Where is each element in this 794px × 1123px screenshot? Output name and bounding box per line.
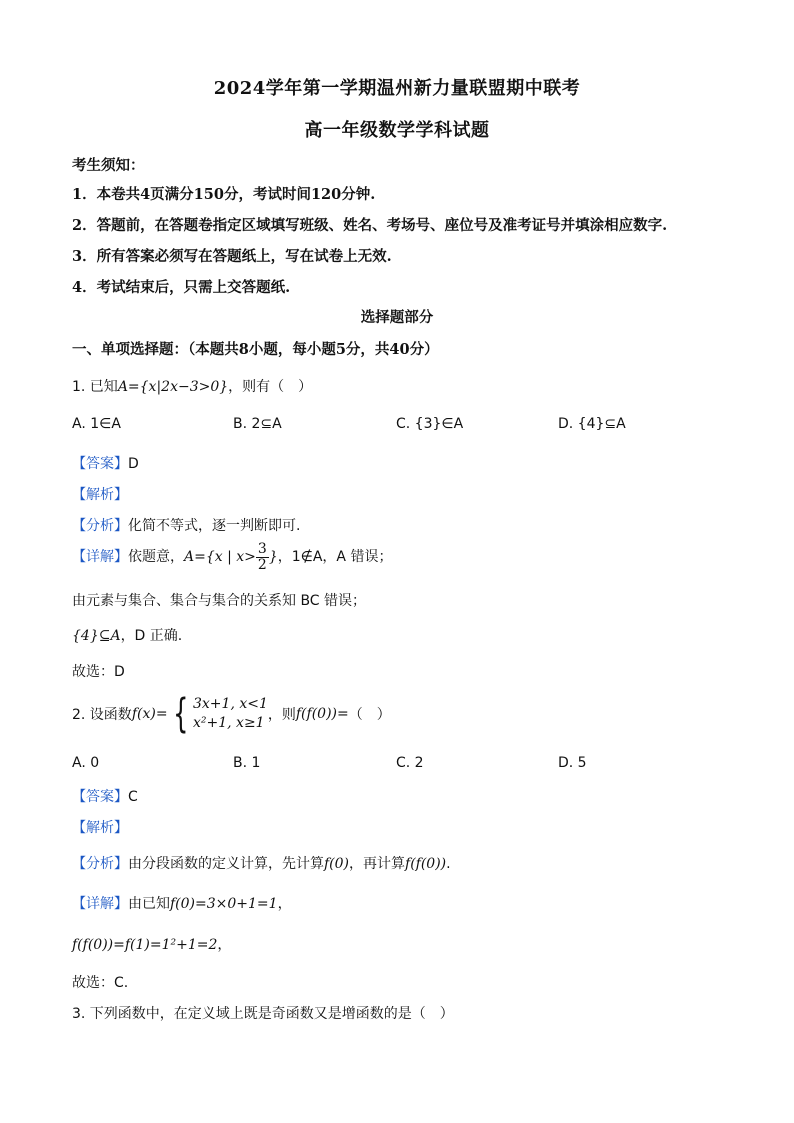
q1-detail-set: A={x | x>	[184, 549, 256, 566]
q1-option-a: A. 1∈A	[72, 416, 121, 432]
part-heading: 一、单项选择题：（本题共8小题，每小题5分，共40分）	[72, 341, 439, 358]
detail-tag: 【详解】	[72, 896, 128, 912]
q2-fenxi-line	[72, 853, 451, 873]
q1-option-d: D. {4}⊆A	[558, 416, 626, 432]
q2-answer-line	[72, 786, 138, 806]
q1-frac-num: 3	[257, 541, 267, 557]
q1-detail-line2: 由元素与集合、集合与集合的关系知 BC 错误；	[72, 593, 367, 609]
q1-frac-den: 2	[257, 556, 267, 573]
q2-detail-m: f(0)=3×0+1=1	[170, 896, 278, 912]
q2-case-2: x²+1, x≥1	[193, 715, 265, 731]
notice-item-2: 2．答题前，在答题卷指定区域填写班级、姓名、考场号、座位号及准考证号并填涂相应数字.	[72, 217, 668, 234]
notice-item-3: 3．所有答案必须写在答题纸上，写在试卷上无效.	[72, 248, 392, 265]
answer-tag: 【答案】	[72, 789, 128, 805]
detail-tag: 【详解】	[72, 549, 128, 566]
analysis-tag: 【解析】	[72, 820, 128, 836]
q1-fenxi-line	[72, 515, 300, 535]
q2-fx: f(x)=	[131, 706, 168, 722]
q2-expr: f(f(0))=	[295, 706, 349, 722]
q2-stem	[72, 691, 391, 737]
q2-suffix: （ ）	[348, 707, 391, 723]
piecewise-brace: {	[172, 691, 188, 737]
section-title: 选择题部分	[360, 309, 434, 326]
q1-option-b: B. 2⊆A	[233, 416, 282, 432]
q1-detail-close: }	[268, 549, 278, 566]
q1-answer-line	[72, 453, 139, 473]
q2-fenxi-b: ，再计算	[349, 856, 406, 872]
q1-detail-rest: ，1∉A，A 错误；	[277, 549, 393, 566]
exam-title: 2024学年第一学期温州新力量联盟期中联考	[213, 78, 581, 99]
analysis-tag: 【解析】	[72, 487, 128, 503]
q2-fenxi-c: .	[446, 856, 451, 872]
q1-option-c: C. {3}∈A	[396, 416, 464, 432]
q1-conclusion: 故选：D	[72, 664, 125, 680]
exam-subtitle: 高一年级数学学科试题	[304, 120, 490, 141]
q2-detail-c: ，	[277, 896, 292, 912]
q1-stem	[72, 376, 312, 396]
q2-line2-c: ，	[217, 937, 232, 953]
q1-suffix: ，则有（ ）	[228, 379, 313, 395]
q2-detail-line2	[72, 934, 231, 954]
q2-option-b: B. 1	[233, 755, 261, 771]
q2-option-a: A. 0	[72, 755, 100, 771]
q1-fraction	[256, 542, 269, 572]
q2-conclusion: 故选：C.	[72, 975, 129, 991]
notice-item-4: 4．考试结束后，只需上交答题纸.	[72, 279, 291, 296]
q2-mid: ，则	[267, 707, 296, 723]
q2-cases	[193, 695, 268, 733]
fenxi-tag: 【分析】	[72, 518, 128, 534]
q2-option-c: C. 2	[396, 755, 424, 771]
q2-case-1: 3x+1, x<1	[193, 696, 268, 713]
q2-fenxi-m1: f(0)	[324, 856, 350, 872]
q1-detail-line	[72, 542, 392, 572]
notice-heading: 考生须知：	[72, 157, 145, 174]
q2-fenxi-m2: f(f(0))	[405, 856, 447, 872]
q1-fenxi: 化简不等式，逐一判断即可.	[128, 518, 301, 534]
q1-detail-prefix: 依题意，	[128, 549, 184, 566]
q2-answer: C	[128, 789, 138, 805]
q1-detail-line3	[72, 625, 182, 645]
notice-item-1: 1．本卷共4页满分150分，考试时间120分钟.	[72, 186, 376, 203]
fenxi-tag: 【分析】	[72, 856, 128, 872]
q1-line3-rest: ，D 正确.	[120, 628, 183, 644]
q2-option-d: D. 5	[558, 755, 587, 771]
q2-detail-a: 由已知	[128, 896, 170, 912]
q1-line3-math: {4}⊆A	[72, 628, 121, 644]
q1-prefix: 1. 已知	[72, 379, 118, 395]
q2-detail-line	[72, 893, 292, 913]
q3-stem: 3. 下列函数中，在定义域上既是奇函数又是增函数的是（ ）	[72, 1006, 454, 1022]
q2-fenxi-a: 由分段函数的定义计算，先计算	[128, 856, 324, 872]
q2-prefix: 2. 设函数	[72, 707, 132, 723]
q1-answer: D	[128, 456, 139, 472]
answer-tag: 【答案】	[72, 456, 128, 472]
q2-line2-math: f(f(0))=f(1)=1²+1=2	[72, 937, 218, 953]
q1-set: A={x|2x−3>0}	[117, 379, 229, 395]
